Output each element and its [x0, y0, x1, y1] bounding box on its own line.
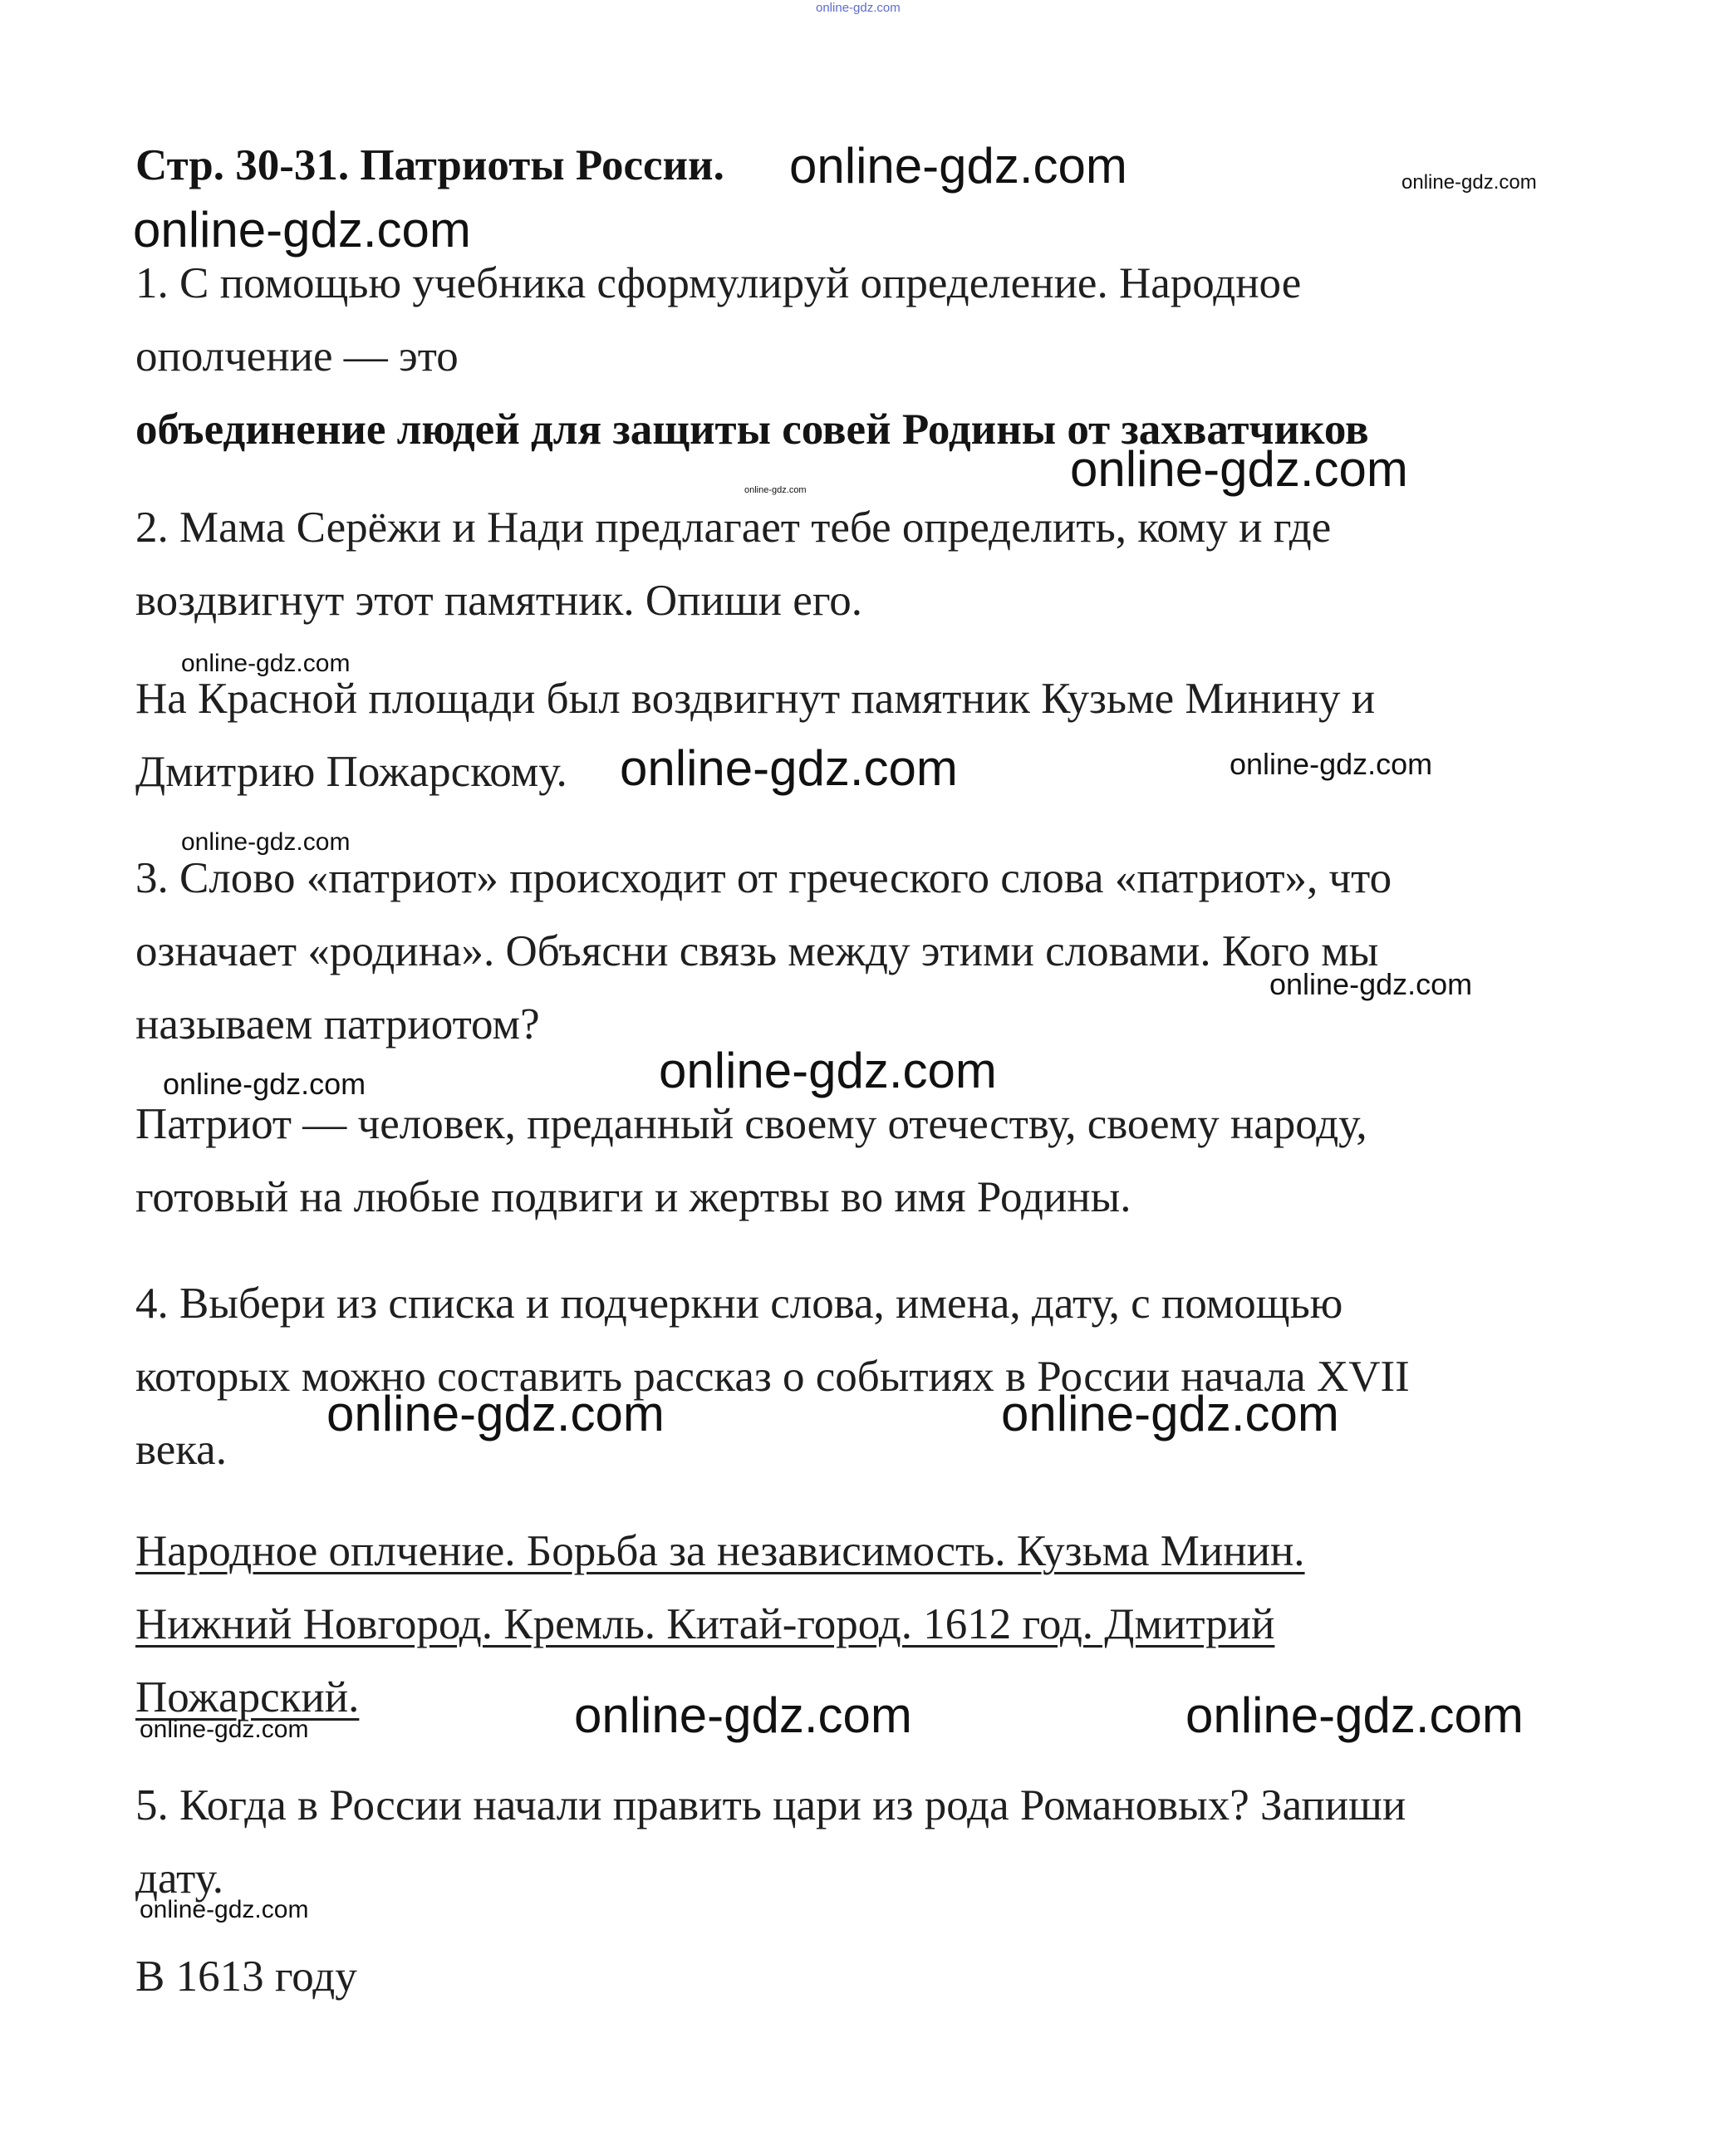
watermark-after-answer-1: online-gdz.com — [1070, 441, 1408, 497]
answer-2-line-2: Дмитрию Пожарскому. — [135, 748, 567, 796]
watermark-title-right: online-gdz.com — [1401, 171, 1537, 194]
answer-4-line-1: Народное оплчение. Борьба за независимость. Кузьма Минин. — [135, 1527, 1305, 1575]
answer-3-line-1: Патриот — человек, преданный своему отечеству, своему народу, — [135, 1100, 1367, 1148]
watermark-question-4-left: online-gdz.com — [326, 1386, 665, 1441]
question-2-line-1: 2. Мама Серёжи и Нади предлагает тебе определить, кому и где — [135, 503, 1332, 552]
question-3-line-3: называем патриотом? — [135, 1000, 540, 1049]
watermark-before-answer-3: online-gdz.com — [163, 1067, 366, 1101]
question-4-line-3: века. — [135, 1426, 227, 1474]
question-5-line-2: дату. — [135, 1854, 224, 1903]
question-3-line-1: 3. Слово «патриот» происходит от греческого слова «патриот», что — [135, 854, 1392, 902]
watermark-tiny: online-gdz.com — [744, 485, 807, 495]
question-3-line-2: означает «родина». Объясни связь между этими словами. Кого мы — [135, 927, 1379, 975]
watermark-answer-4-small: online-gdz.com — [140, 1716, 309, 1743]
watermark-answer-2: online-gdz.com — [620, 740, 958, 796]
watermark-left-large: online-gdz.com — [133, 202, 471, 258]
question-4-line-1: 4. Выбери из списка и подчеркни слова, имена, дату, с помощью — [135, 1279, 1343, 1328]
watermark-answer-3: online-gdz.com — [659, 1043, 997, 1098]
watermark-answer-4-center: online-gdz.com — [574, 1687, 912, 1743]
watermark-before-answer-5: online-gdz.com — [140, 1896, 309, 1923]
watermark-question-4-right: online-gdz.com — [1001, 1386, 1339, 1441]
watermark-top: online-gdz.com — [816, 1, 901, 15]
question-1-line-1: 1. С помощью учебника сформулируй определение. Народное — [135, 259, 1302, 307]
answer-4-line-3: Пожарский. — [135, 1673, 360, 1721]
watermark-question-3-right: online-gdz.com — [1269, 967, 1473, 1001]
question-2-line-2: воздвигнут этот памятник. Опиши его. — [135, 577, 862, 625]
watermark-answer-2-right: online-gdz.com — [1230, 747, 1433, 781]
answer-2-line-1: На Красной площади был воздвигнут памятник Кузьме Минину и — [135, 675, 1376, 723]
answer-4-line-2: Нижний Новгород. Кремль. Китай-город. 1612 год. Дмитрий — [135, 1600, 1275, 1648]
question-4-line-2: которых можно составить рассказ о событиях в России начала XVII — [135, 1353, 1410, 1401]
watermark-answer-4-right: online-gdz.com — [1185, 1687, 1524, 1743]
page-title: Стр. 30-31. Патриоты России. — [135, 141, 724, 189]
question-5-line-1: 5. Когда в России начали править цари из рода Романовых? Запиши — [135, 1781, 1406, 1829]
question-1-line-2: ополчение — это — [135, 332, 459, 381]
watermark-title: online-gdz.com — [789, 138, 1127, 194]
watermark-before-answer-2: online-gdz.com — [181, 650, 351, 677]
answer-5: В 1613 году — [135, 1952, 357, 2001]
answer-1: объединение людей для защиты совей Родины от захватчиков — [135, 405, 1369, 454]
watermark-before-question-3: online-gdz.com — [181, 828, 351, 856]
answer-3-line-2: готовый на любые подвиги и жертвы во имя Родины. — [135, 1173, 1131, 1221]
